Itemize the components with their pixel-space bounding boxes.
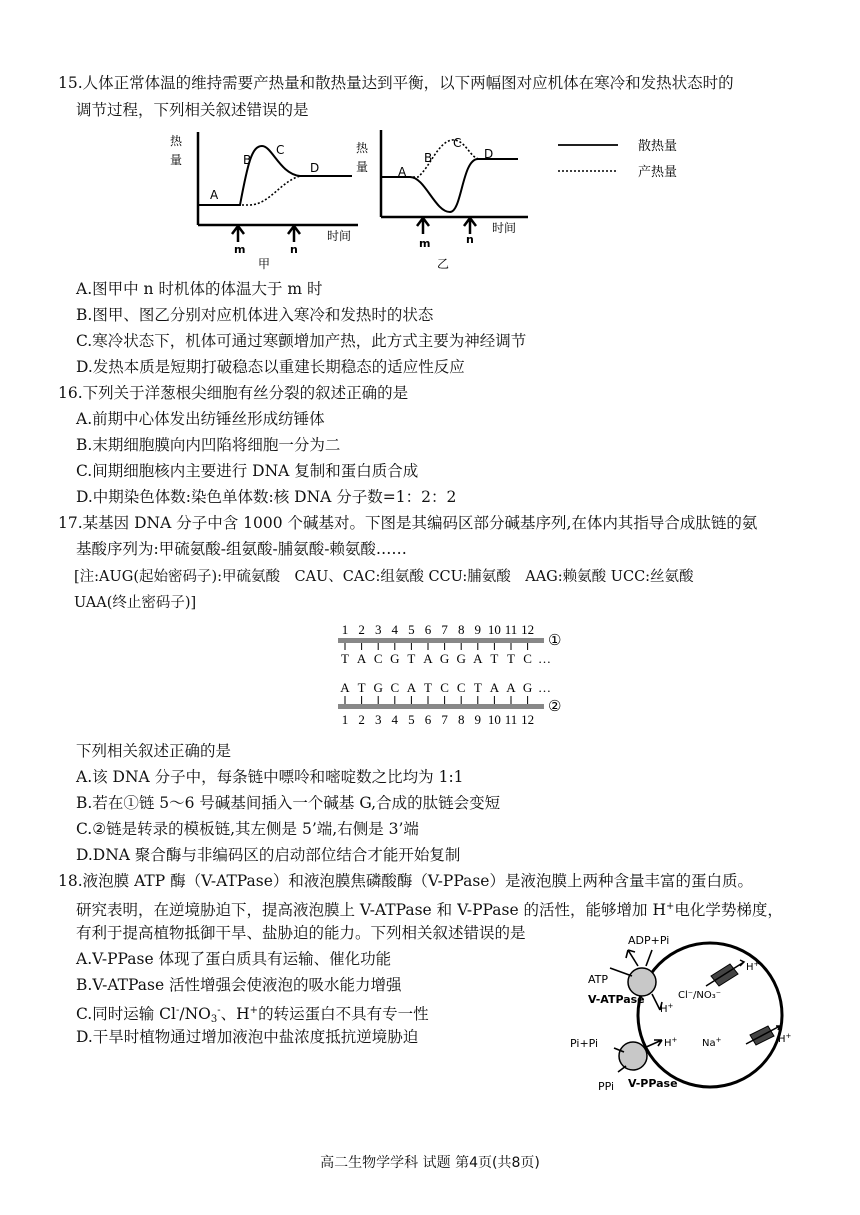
strand1-base: A <box>423 651 433 666</box>
q16-option-d: D.中期染色体数:染色单体数:核 DNA 分子数=1：2：2 <box>76 488 457 506</box>
strand2-position: 5 <box>408 712 415 727</box>
legend-heat-prod: 产热量 <box>638 165 678 180</box>
q17-option-b: B.若在①链 5～6 号碱基间插入一个碱基 G,合成的肽链会变短 <box>76 794 501 812</box>
strand2-position: 2 <box>358 712 365 727</box>
q17-note-line2: UAA(终止密码子)] <box>74 595 197 611</box>
h-ion-label-1: H+ <box>660 1002 674 1015</box>
q15-stem-line1: 15.人体正常体温的维持需要产热量和散热量达到平衡，以下两幅图对应机体在寒冷和发热状态时的 <box>58 74 734 92</box>
h-ion-label-2: H+ <box>746 960 760 973</box>
strand2-base: C <box>440 680 449 695</box>
strand1-base: G <box>456 651 466 666</box>
strand1-base: C <box>523 651 532 666</box>
strand2-position: 6 <box>424 712 432 727</box>
strand2-base: A <box>406 680 417 695</box>
strand1-base: T <box>341 651 349 666</box>
h-ion-label-3: H+ <box>778 1032 792 1045</box>
strand2-base: C <box>390 680 400 695</box>
strand2-ellipsis: … <box>538 680 551 695</box>
q16-option-b: B.末期细胞膜向内凹陷将细胞一分为二 <box>76 436 341 454</box>
chart-yi-point-b: B <box>424 151 433 165</box>
q17-option-c: C.②链是转录的模板链,其左侧是 5’端,右侧是 3’端 <box>76 820 419 838</box>
strand1-base: T <box>507 651 515 666</box>
atp-label: ATP <box>588 973 609 986</box>
q17-stem-line1: 17.某基因 DNA 分子中含 1000 个碱基对。下图是其编码区部分碱基序列,在体内其指导合成肽链的氨 <box>58 514 758 532</box>
strand2-base: A <box>489 680 500 695</box>
strand1-base: A <box>473 651 483 666</box>
strand1-position: 11 <box>504 622 518 637</box>
chart-jia-xlabel: 时间 <box>327 229 352 243</box>
v-ppase-label: V-PPase <box>628 1077 678 1090</box>
strand1-base: G <box>390 651 400 666</box>
legend-heat-loss: 散热量 <box>638 139 678 154</box>
q15-option-d: D.发热本质是短期打破稳态以重建长期稳态的适应性反应 <box>76 358 465 376</box>
cl-no3-antiporter <box>678 960 760 1001</box>
strand2-position: 7 <box>441 712 448 727</box>
q17-stem-line2: 基酸序列为:甲硫氨酸-组氨酸-脯氨酸-赖氨酸…… <box>76 540 407 558</box>
strand1-label: ① <box>548 633 562 649</box>
dna-diagram <box>0 618 860 728</box>
v-ppase-protein <box>570 1036 678 1093</box>
strand2-position: 12 <box>521 712 535 727</box>
strand2-position: 4 <box>391 712 399 727</box>
na-ion-label: Na+ <box>702 1036 722 1049</box>
strand2-position: 11 <box>504 712 518 727</box>
chart-yi-point-d: D <box>484 147 494 161</box>
strand1-position: 3 <box>374 622 382 637</box>
strand1-position: 9 <box>474 622 482 637</box>
chart-jia-point-c: C <box>276 143 285 157</box>
strand1-base: A <box>356 651 367 666</box>
q15-option-a: A.图甲中 n 时机体的体温大于 m 时 <box>76 280 323 298</box>
chart-jia-mark-m: m <box>234 243 246 256</box>
v-atpase-label: V-ATPase <box>588 993 645 1006</box>
h-ion-label-4: H+ <box>664 1036 678 1049</box>
chart-yi-ylabel-bottom: 量 <box>356 160 369 174</box>
strand1-position: 2 <box>358 622 365 637</box>
q18-stem-line1: 18.液泡膜 ATP 酶（V-ATPase）和液泡膜焦磷酸酶（V-PPase）是液泡膜上两种含量丰富的蛋白质。 <box>58 872 753 890</box>
strand1-base: C <box>373 651 383 666</box>
strand1-position: 4 <box>391 622 399 637</box>
q15-option-b: B.图甲、图乙分别对应机体进入寒冷和发热时的状态 <box>76 306 434 324</box>
q17-option-d: D.DNA 聚合酶与非编码区的启动部位结合才能开始复制 <box>76 846 461 864</box>
cl-no3-label: Cl⁻/NO₃⁻ <box>678 990 722 1001</box>
strand2-base: T <box>424 680 432 695</box>
ppi-label: PPi <box>598 1080 615 1093</box>
strand2-label: ② <box>548 699 562 715</box>
adp-pi-label: ADP+Pi <box>628 934 670 947</box>
chart-jia-point-d: D <box>310 161 320 175</box>
q16-option-a: A.前期中心体发出纺锤丝形成纺锤体 <box>76 410 325 428</box>
strand1-position: 5 <box>408 622 415 637</box>
strand2-base: T <box>473 680 482 695</box>
na-antiporter <box>702 1026 792 1049</box>
q18-option-d: D.干旱时植物通过增加液泡中盐浓度抵抗逆境胁迫 <box>76 1028 419 1046</box>
chart-yi-xlabel: 时间 <box>492 221 517 235</box>
chart-jia-caption: 甲 <box>258 257 271 271</box>
strand2-position: 1 <box>341 712 349 727</box>
strand1-position: 6 <box>424 622 432 637</box>
q15-legend <box>558 138 677 180</box>
v-atpase-protein <box>588 934 674 1015</box>
q18-stem-line2: 研究表明，在逆境胁迫下，提高液泡膜上 V-ATPase 和 V-PPase 的活性，能够增加 H+电化学势梯度， <box>76 901 783 919</box>
strand1-base: T <box>407 651 416 666</box>
q17-note-line1: [注:AUG(起始密码子):甲硫氨酸 CAU、CAC:组氨酸 CCU:脯氨酸 AAG:赖氨酸 UCC:丝氨酸 <box>74 569 694 585</box>
chart-yi-point-c: C <box>453 136 462 150</box>
strand2-position: 9 <box>474 712 482 727</box>
page-footer: 高二生物学学科 试题 第4页(共8页) <box>320 1155 540 1171</box>
strand2-base: T <box>357 680 366 695</box>
pi-pi-label: Pi+Pi <box>570 1037 599 1050</box>
strand1-position: 8 <box>457 622 465 637</box>
strand2-base: C <box>456 680 466 695</box>
chart-jia-ylabel-bottom: 量 <box>170 153 183 167</box>
strand2-position: 10 <box>487 712 501 727</box>
vacuole-diagram <box>570 930 820 1100</box>
q18-option-a: A.V-PPase 体现了蛋白质具有运输、催化功能 <box>76 950 392 968</box>
q16-option-c: C.间期细胞核内主要进行 DNA 复制和蛋白质合成 <box>76 462 419 480</box>
strand1-position: 7 <box>441 622 448 637</box>
chart-jia-mark-n: n <box>290 243 298 256</box>
strand2-base: A <box>340 680 350 695</box>
strand1-ellipsis: … <box>538 651 551 666</box>
chart-yi-mark-n: n <box>466 233 474 246</box>
strand1-position: 10 <box>487 622 501 637</box>
q15-figure <box>0 122 860 282</box>
q16-stem: 16.下列关于洋葱根尖细胞有丝分裂的叙述正确的是 <box>58 384 409 402</box>
strand1-base: G <box>439 651 450 666</box>
chart-jia-point-b: B <box>243 153 252 167</box>
chart-jia-point-a: A <box>210 188 219 202</box>
q15-option-c: C.寒冷状态下，机体可通过寒颤增加产热，此方式主要为神经调节 <box>76 332 527 350</box>
strand2-position: 3 <box>374 712 382 727</box>
chart-yi-ylabel-top: 热 <box>356 141 369 155</box>
chart-jia-ylabel-top: 热 <box>170 134 183 148</box>
strand2-position: 8 <box>457 712 465 727</box>
chart-yi-mark-m: m <box>419 237 431 250</box>
strand2-base: G <box>522 680 533 695</box>
q18-stem-line3: 有利于提高植物抵御干旱、盐胁迫的能力。下列相关叙述错误的是 <box>76 924 526 942</box>
q18-option-c: C.同时运输 $Cl^-/NO_3^-$、H+的转运蛋白不具有专一性 <box>76 1005 429 1025</box>
strand2-base: A <box>506 680 516 695</box>
strand1-position: 1 <box>341 622 349 637</box>
q18-option-b: B.V-ATPase 活性增强会使液泡的吸水能力增强 <box>76 976 402 994</box>
chart-yi <box>356 130 528 271</box>
chart-yi-caption: 乙 <box>437 257 450 271</box>
strand2-base: G <box>373 680 383 695</box>
q15-stem-line2: 调节过程，下列相关叙述错误的是 <box>76 101 309 119</box>
strand1-base: T <box>490 651 499 666</box>
q17-option-a: A.该 DNA 分子中，每条链中嘌呤和嘧啶数之比均为 1:1 <box>76 768 464 786</box>
chart-jia <box>170 132 358 271</box>
strand1-position: 12 <box>521 622 535 637</box>
chart-yi-point-a: A <box>398 165 407 179</box>
q17-ask: 下列相关叙述正确的是 <box>76 742 232 760</box>
